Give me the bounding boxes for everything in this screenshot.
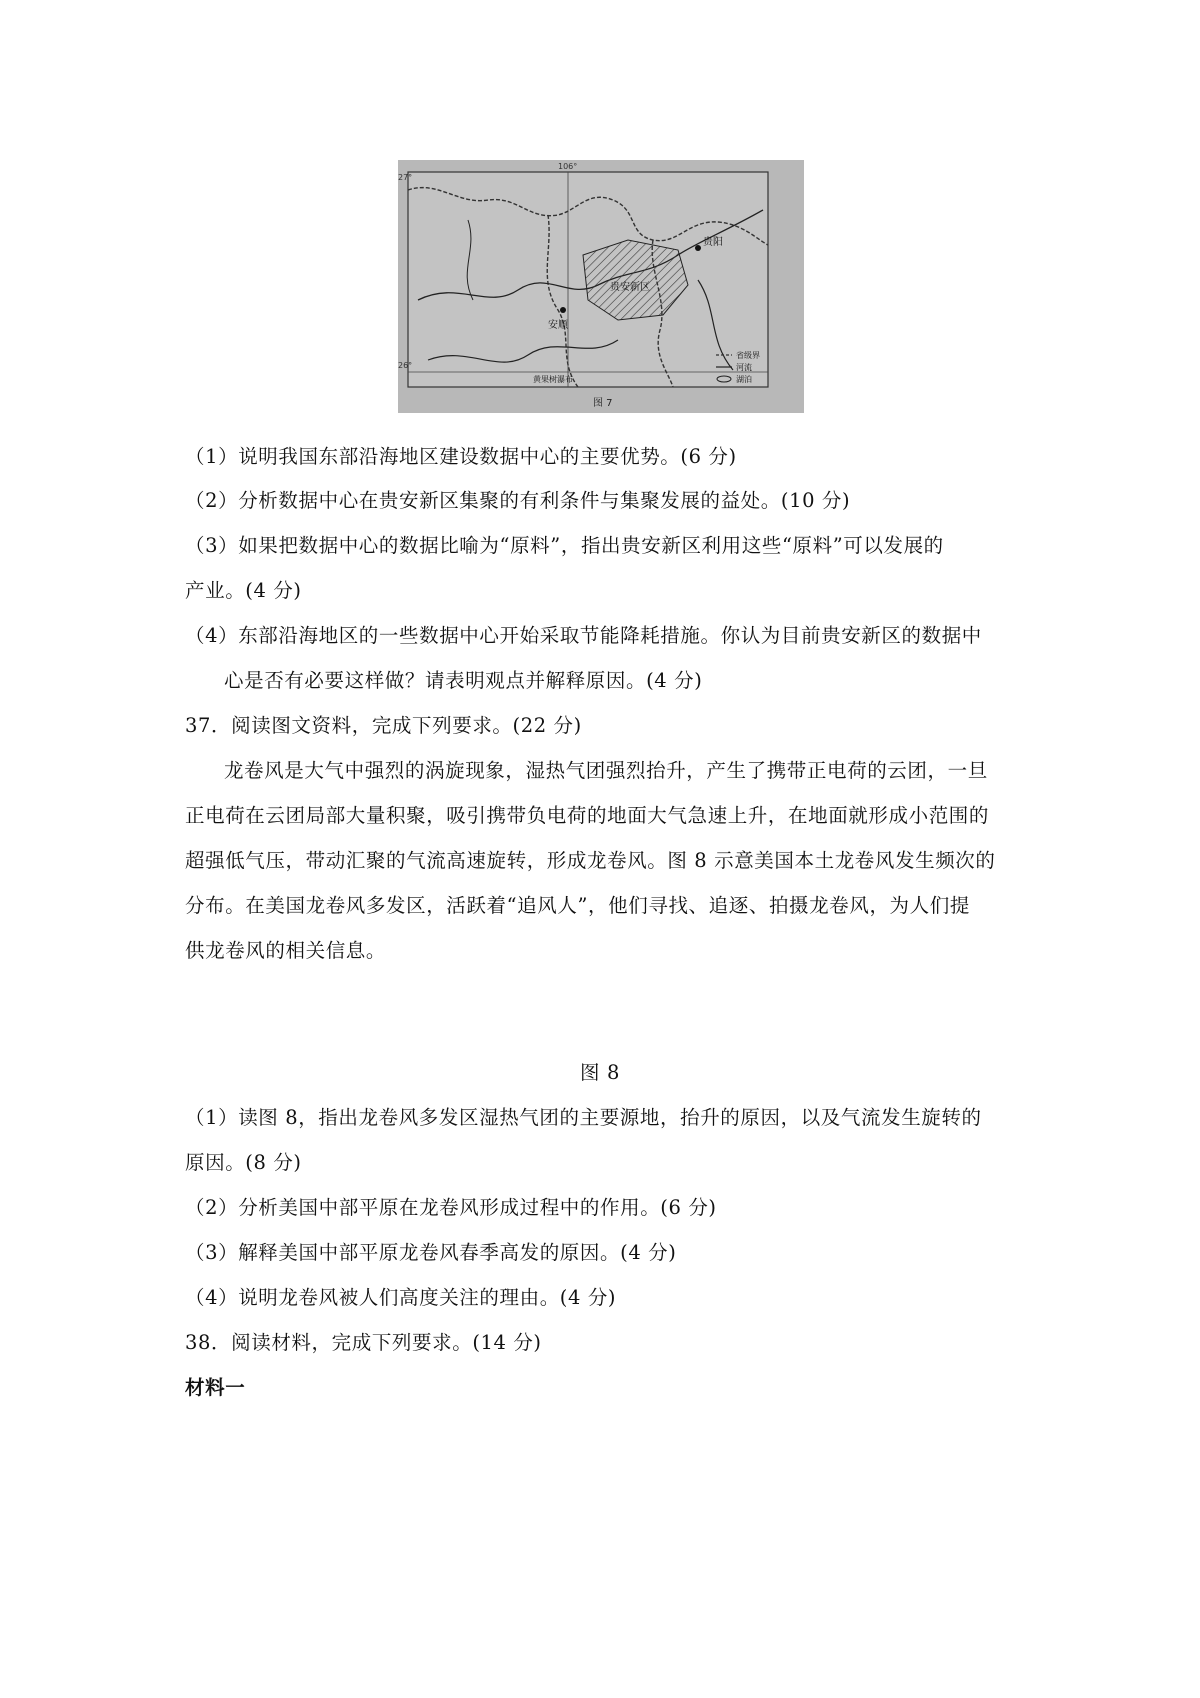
map-graphic bbox=[398, 160, 804, 413]
top-longitude-label: 106° bbox=[558, 162, 578, 171]
q37-para-line-2: 正电荷在云团局部大量积聚，吸引携带负电荷的地面大气急速上升，在地面就形成小范围的 bbox=[185, 804, 990, 827]
q36-part-4-cont: 心是否有必要这样做？请表明观点并解释原因。(4 分) bbox=[224, 669, 703, 692]
q37-title: 37．阅读图文资料，完成下列要求。(22 分) bbox=[185, 714, 582, 737]
material-1-heading: 材料一 bbox=[185, 1376, 246, 1399]
waterfall-label: 黄果树瀑布 bbox=[533, 375, 573, 384]
lat-bottom-label: 26° bbox=[398, 361, 413, 370]
q37-part-3: （3）解释美国中部平原龙卷风春季高发的原因。(4 分) bbox=[185, 1241, 677, 1264]
figure-8-caption: 图 8 bbox=[580, 1061, 620, 1084]
q37-part-1-cont: 原因。(8 分) bbox=[185, 1151, 302, 1174]
lat-top-label: 27° bbox=[398, 173, 413, 182]
legend-lake: 湖泊 bbox=[736, 375, 752, 384]
anshun-marker bbox=[560, 307, 566, 313]
q37-para-line-4: 分布。在美国龙卷风多发区，活跃着“追风人”，他们寻找、追逐、拍摄龙卷风，为人们提 bbox=[185, 894, 970, 917]
q38-title: 38．阅读材料，完成下列要求。(14 分) bbox=[185, 1331, 542, 1354]
q36-part-1: （1）说明我国东部沿海地区建设数据中心的主要优势。(6 分) bbox=[185, 445, 737, 468]
q37-para-line-3: 超强低气压，带动汇聚的气流高速旋转，形成龙卷风。图 8 示意美国本土龙卷风发生频次的 bbox=[185, 849, 996, 872]
q36-part-3: （3）如果把数据中心的数据比喻为“原料”，指出贵安新区利用这些“原料”可以发展的 bbox=[185, 534, 944, 557]
q36-part-2: （2）分析数据中心在贵安新区集聚的有利条件与集聚发展的益处。(10 分) bbox=[185, 489, 851, 512]
q37-para-line-1: 龙卷风是大气中强烈的涡旋现象，湿热气团强烈抬升，产生了携带正电荷的云团，一旦 bbox=[224, 759, 988, 782]
q37-part-4: （4）说明龙卷风被人们高度关注的理由。(4 分) bbox=[185, 1286, 617, 1309]
q37-part-1: （1）读图 8，指出龙卷风多发区湿热气团的主要源地，抬升的原因，以及气流发生旋转的 bbox=[185, 1106, 982, 1129]
guiyang-label: 贵阳 bbox=[703, 237, 723, 248]
anshun-label: 安顺 bbox=[548, 320, 568, 331]
guiyang-marker bbox=[695, 245, 701, 251]
q37-part-2: （2）分析美国中部平原在龙卷风形成过程中的作用。(6 分) bbox=[185, 1196, 717, 1219]
q37-para-line-5: 供龙卷风的相关信息。 bbox=[185, 939, 387, 962]
new-area-label: 贵安新区 bbox=[610, 282, 650, 293]
q36-part-3-cont: 产业。(4 分) bbox=[185, 579, 302, 602]
q36-part-4: （4）东部沿海地区的一些数据中心开始采取节能降耗措施。你认为目前贵安新区的数据中 bbox=[185, 624, 982, 647]
legend-boundary: 省级界 bbox=[736, 351, 760, 360]
figure-7-caption: 图 7 bbox=[593, 398, 613, 409]
legend-river: 河流 bbox=[736, 363, 752, 372]
figure-7-map bbox=[398, 160, 804, 413]
